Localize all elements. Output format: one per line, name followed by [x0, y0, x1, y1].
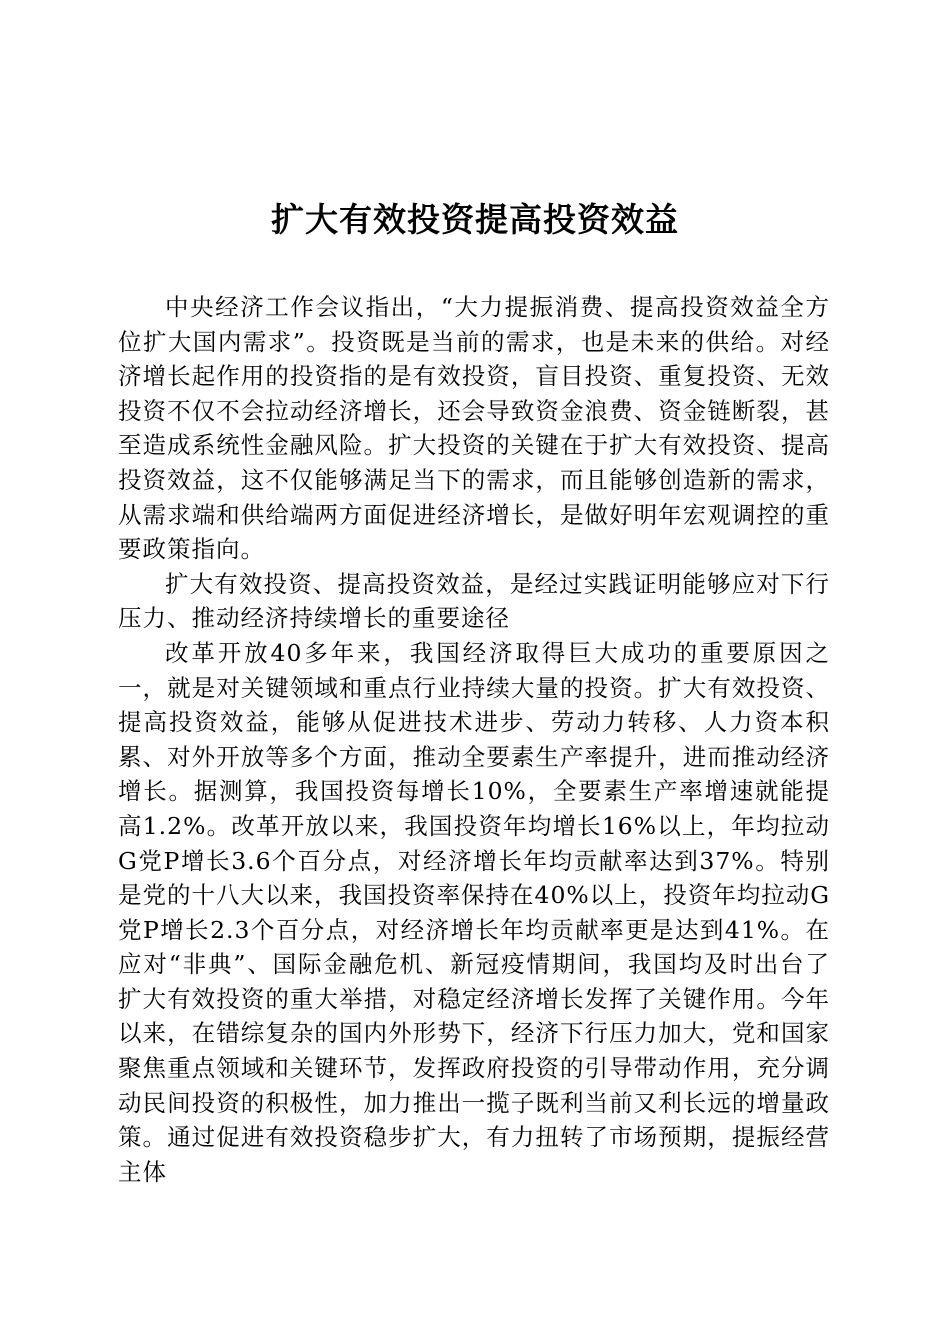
paragraph: 扩大有效投资、提高投资效益，是经过实践证明能够应对下行压力、推动经济持续增长的重要途径: [118, 569, 830, 633]
paragraph: 中央经济工作会议指出，“大力提振消费、提高投资效益全方位扩大国内需求”。投资既是当前的需求，也是未来的供给。对经济增长起作用的投资指的是有效投资，盲目投资、重复投资、无效投资不仅不会拉动经济增长，还会导致资金浪费、资金链断裂，甚至造成系统性金融风险。扩大投资的关键在于扩大有效投资、提高投资效益，这不仅能够满足当下的需求，而且能够创造新的需求，从需求端和供给端两方面促进经济增长，是做好明年宏观调控的重要政策指向。: [118, 293, 830, 564]
paragraph: 改革开放40多年来，我国经济取得巨大成功的重要原因之一，就是对关键领域和重点行业持续大量的投资。扩大有效投资、提高投资效益，能够从促进技术进步、劳动力转移、人力资本积累、对外开放等多个方面，推动全要素生产率提升，进而推动经济增长。据测算，我国投资每增长10%，全要素生产率增速就能提高1.2%。改革开放以来，我国投资年均增长16%以上，年均拉动G党P增长3.6个百分点，对经济增长年均贡献率达到37%。特别是党的十八大以来，我国投资率保持在40%以上，投资年均拉动G党P增长2.3个百分点，对经济增长年均贡献率更是达到41%。在应对“非典”、国际金融危机、新冠疫情期间，我国均及时出台了扩大有效投资的重大举措，对稳定经济增长发挥了关键作用。今年以来，在错综复杂的国内外形势下，经济下行压力加大，党和国家聚焦重点领域和关键环节，发挥政府投资的引导带动作用，充分调动民间投资的积极性，加力推出一揽子既利当前又利长远的增量政策。通过促进有效投资稳步扩大，有力扭转了市场预期，提振经营主体: [118, 638, 831, 1186]
document-body: [118, 290, 830, 1189]
document-title: 扩大有效投资提高投资效益: [271, 200, 679, 239]
